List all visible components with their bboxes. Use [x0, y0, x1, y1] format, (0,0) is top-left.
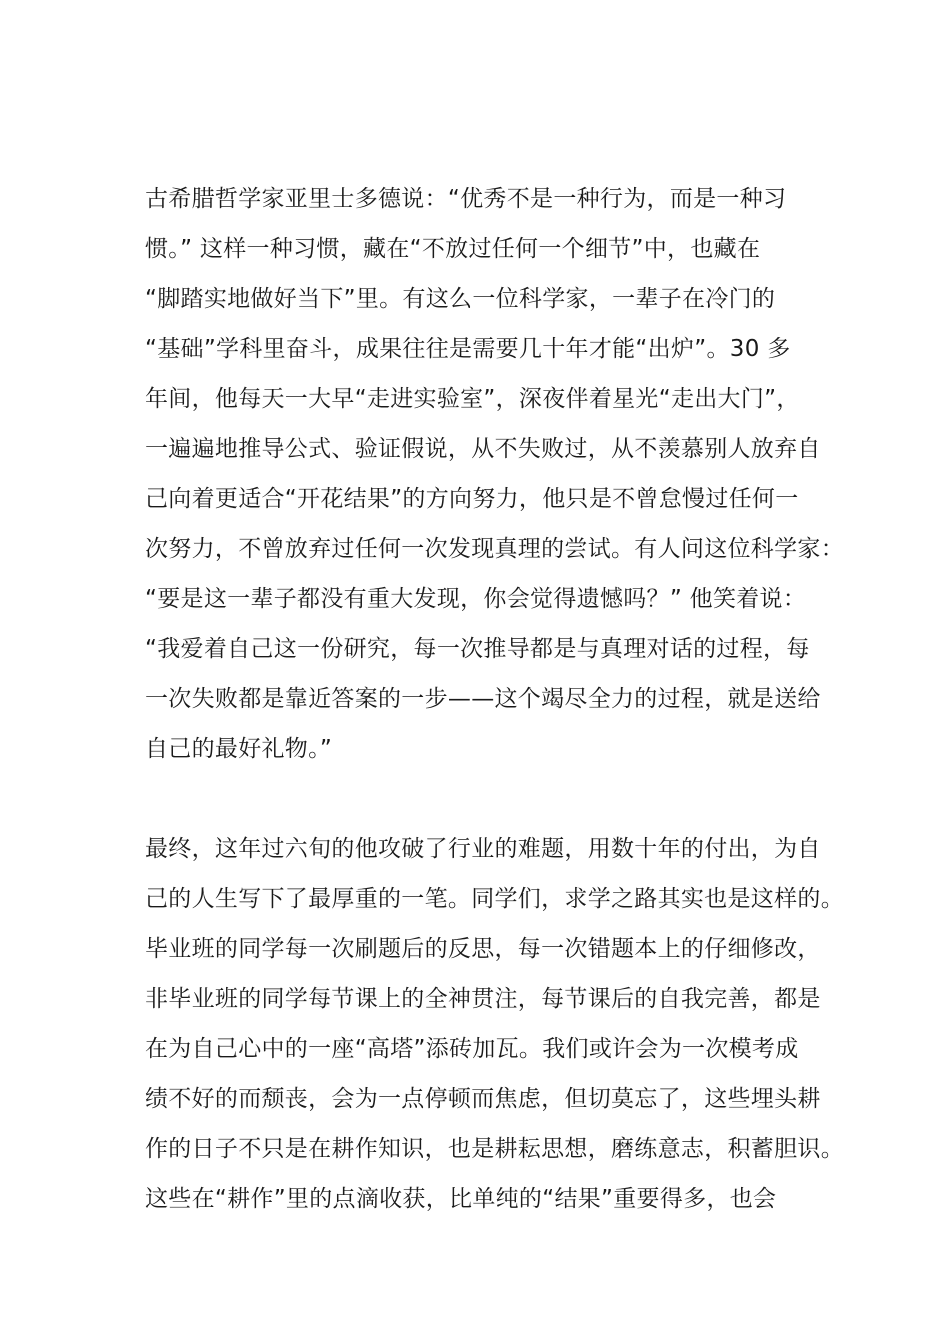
text-line: 一次失败都是靠近答案的一步——这个竭尽全力的过程，就是送给: [145, 686, 821, 712]
text-line: 己的人生写下了最厚重的一笔。同学们，求学之路其实也是这样的。: [145, 886, 844, 912]
text-line: 次努力，不曾放弃过任何一次发现真理的尝试。有人问这位科学家：: [145, 536, 844, 562]
text-line: “脚踏实地做好当下”里。有这么一位科学家，一辈子在冷门的: [145, 286, 776, 312]
text-line: 己向着更适合“开花结果”的方向努力，他只是不曾怠慢过任何一: [145, 486, 799, 512]
text-line: 惯。” 这样一种习惯，藏在“不放过任何一个细节”中，也藏在: [145, 236, 761, 262]
text-line: 作的日子不只是在耕作知识，也是耕耘思想，磨练意志，积蓄胆识。: [145, 1136, 844, 1162]
text-line: 毕业班的同学每一次刷题后的反思，每一次错题本上的仔细修改，: [145, 936, 821, 962]
text-line: 绩不好的而颓丧，会为一点停顿而焦虑，但切莫忘了，这些埋头耕: [145, 1086, 821, 1112]
text-line: “我爱着自己这一份研究，每一次推导都是与真理对话的过程，每: [145, 636, 810, 662]
text-line: “基础”学科里奋斗，成果往往是需要几十年才能“出炉”。30 多: [145, 336, 791, 362]
text-line: 最终，这年过六旬的他攻破了行业的难题，用数十年的付出，为自: [145, 836, 821, 862]
text-line: 在为自己心中的一座“高塔”添砖加瓦。我们或许会为一次模考成: [145, 1036, 799, 1062]
text-line: 一遍遍地推导公式、验证假说，从不失败过，从不羡慕别人放弃自: [145, 436, 821, 462]
text-line: 这些在“耕作”里的点滴收获，比单纯的“结果”重要得多，也会: [145, 1186, 777, 1212]
text-line: 古希腊哲学家亚里士多德说：“优秀不是一种行为，而是一种习: [145, 186, 787, 212]
text-line: 年间，他每天一大早“走进实验室”，深夜伴着星光“走出大门”，: [145, 386, 800, 412]
text-line: 非毕业班的同学每节课上的全神贯注，每节课后的自我完善，都是: [145, 986, 821, 1012]
text-line: “要是这一辈子都没有重大发现，你会觉得遗憾吗？” 他笑着说：: [145, 586, 807, 612]
text-line: 自己的最好礼物。”: [145, 736, 333, 762]
